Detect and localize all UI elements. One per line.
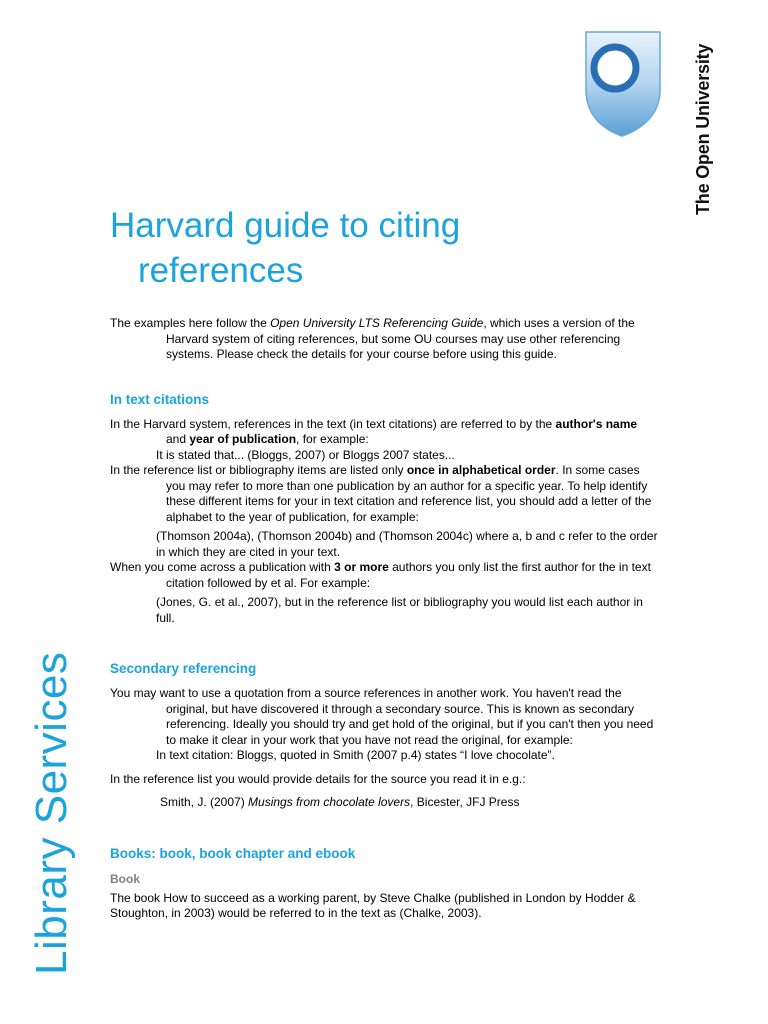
ref-author: Smith, J. (2007) bbox=[160, 795, 249, 809]
heading-in-text-citations: In text citations bbox=[110, 391, 210, 407]
in-text-paragraph-2 bbox=[110, 463, 660, 525]
document-body bbox=[110, 316, 660, 922]
guide-title: Open University LTS Referencing Guide bbox=[270, 316, 484, 330]
p3-bold: 3 or more bbox=[334, 560, 389, 574]
secondary-example: In text citation: Bloggs, quoted in Smith (2007 p.4) states “I love chocolate”. bbox=[156, 748, 555, 762]
p3-text: When you come across a publication with bbox=[110, 560, 335, 574]
secondary-reference bbox=[110, 795, 660, 811]
intro-text: The examples here follow the bbox=[110, 316, 271, 330]
in-text-example-3: (Jones, G. et al., 2007), but in the reference list or bibliography you would list each author in full. bbox=[156, 595, 643, 625]
in-text-example-1: It is stated that... (Bloggs, 2007) or Bloggs 2007 states... bbox=[156, 447, 455, 462]
secondary-paragraph-1: You may want to use a quotation from a source references in another work. You haven't read the original, but have discovered it through a secondary source. This is known as secondary referencing. Ideally you should try and get hold of the original, but if you can't then you need to make it clear in your work that you have not read the original, for example: bbox=[110, 686, 654, 747]
ref-title: Musings from chocolate lovers bbox=[248, 795, 411, 809]
page-title bbox=[110, 203, 630, 293]
ref-publisher: , Bicester, JFJ Press bbox=[410, 795, 520, 809]
library-services-label: Library Services bbox=[27, 651, 76, 975]
in-text-paragraph-1 bbox=[110, 417, 660, 448]
secondary-paragraph-2: In the reference list you would provide details for the source you read it in e.g.: bbox=[110, 771, 526, 786]
p1-text-2: and bbox=[166, 432, 190, 446]
open-university-logo-text: The Open University bbox=[693, 43, 713, 215]
p3-text-2: authors you only list the first author for the in text citation followed by et al. For example: bbox=[166, 560, 651, 590]
intro-text-2: , which uses a version of the Harvard system of citing references, but some OU courses may use other referencing systems. Please check the details for your course before using this guide. bbox=[166, 316, 635, 361]
in-text-paragraph-3 bbox=[110, 560, 660, 591]
p1-text-3: , for example: bbox=[296, 432, 369, 446]
subheading-book: Book bbox=[110, 871, 140, 886]
p1-bold-2: year of publication bbox=[189, 432, 297, 446]
open-university-shield-icon bbox=[584, 30, 662, 138]
heading-books: Books: book, book chapter and ebook bbox=[110, 845, 356, 861]
p1-text: In the Harvard system, references in the text (in text citations) are referred to by the bbox=[110, 416, 556, 431]
p1-bold-1: author's name bbox=[555, 416, 638, 431]
p2-text-2: . In some cases you may refer to more than one publication by an author for a specific year. To help identify these different items for your in text citation and reference list, you should add a letter of the alphabet to the year of publication, for example: bbox=[166, 463, 652, 524]
p2-text: In the reference list or bibliography items are listed only bbox=[110, 463, 407, 477]
books-paragraph: The book How to succeed as a working parent, by Steve Chalke (published in London by Hodder & Stoughton, in 2003) would be referred to in the text as (Chalke, 2003). bbox=[110, 890, 636, 920]
heading-secondary-referencing: Secondary referencing bbox=[110, 661, 257, 676]
intro-paragraph bbox=[110, 316, 660, 363]
p2-bold: once in alphabetical order bbox=[406, 463, 556, 477]
in-text-example-2: (Thomson 2004a), (Thomson 2004b) and (Thomson 2004c) where a, b and c refer to the order in which they are cited in your text. bbox=[156, 529, 658, 559]
title-line-1: Harvard guide to citing bbox=[110, 206, 461, 245]
title-line-2: references bbox=[138, 251, 304, 290]
